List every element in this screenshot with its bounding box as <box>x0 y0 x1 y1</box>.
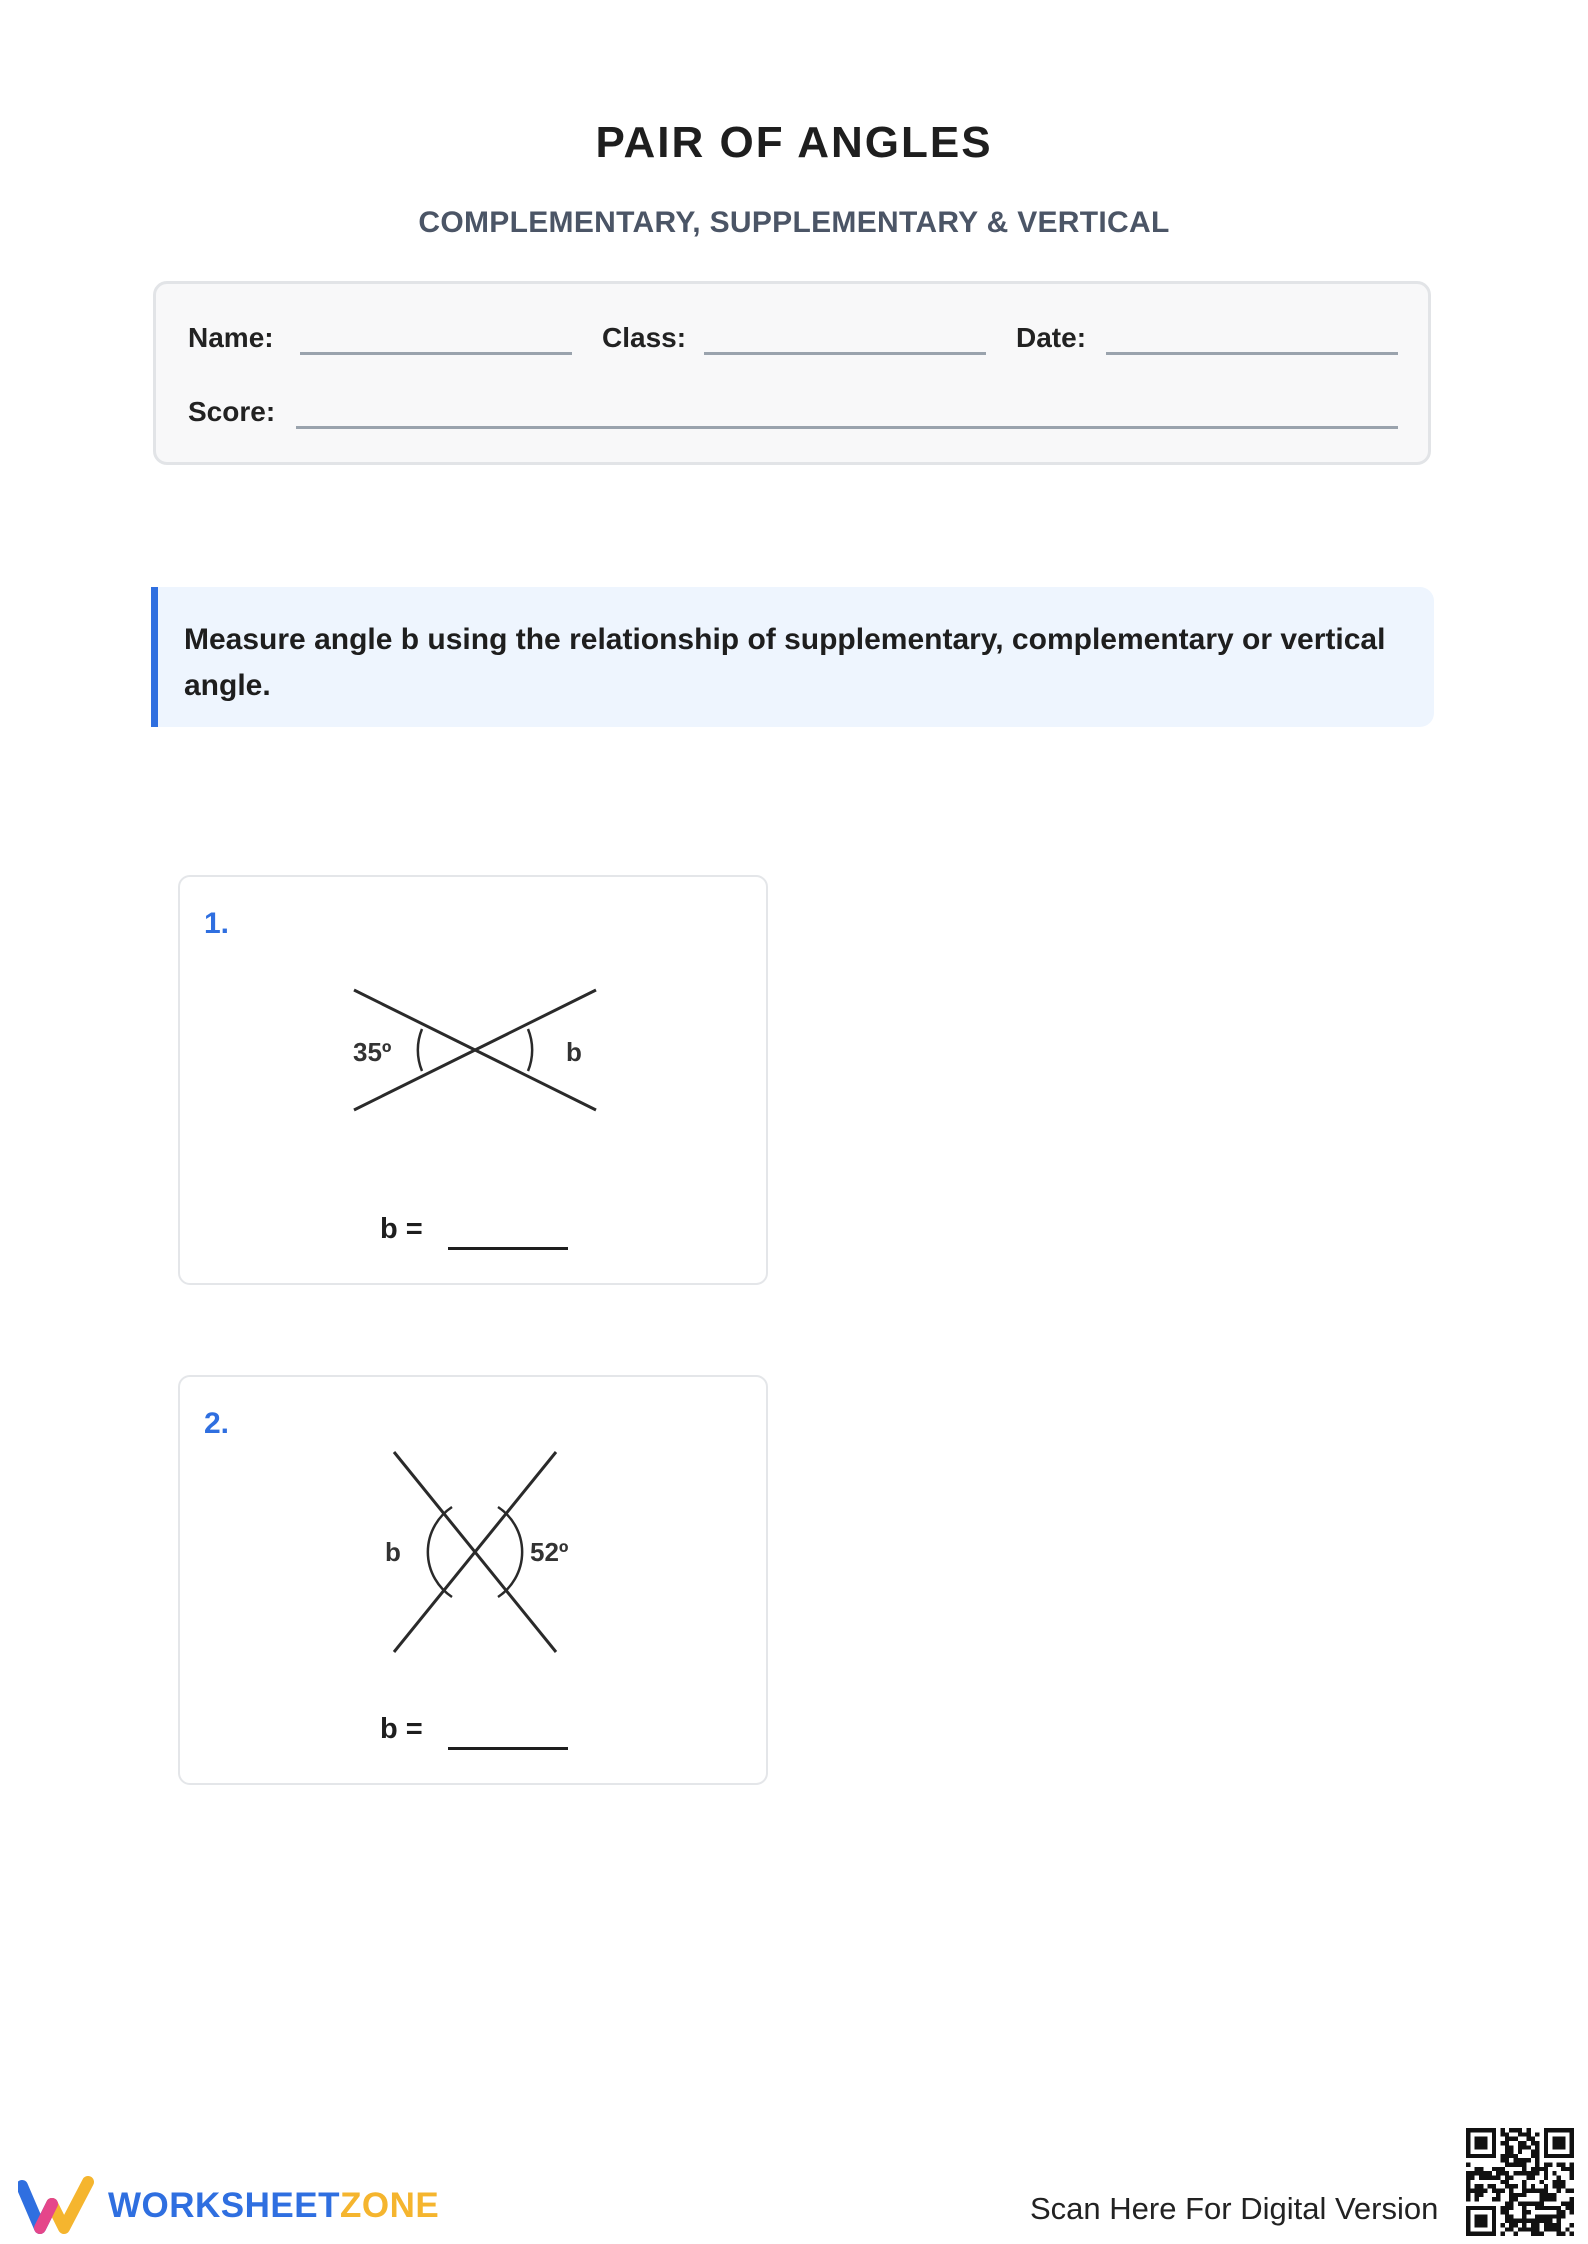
instruction-text: Measure angle b using the relationship of supplementary, complementary or vertical angle. <box>184 623 1386 702</box>
logo-text-worksheet: WORKSHEET <box>108 2186 340 2225</box>
right-angle-arc <box>528 1029 532 1071</box>
score-label: Score: <box>188 396 276 427</box>
given-angle-label: 52º <box>530 1537 569 1567</box>
scan-caption: Scan Here For Digital Version <box>1030 2191 1439 2226</box>
page-title: PAIR OF ANGLES <box>595 118 993 167</box>
date-field[interactable] <box>1106 352 1398 355</box>
angle-diagram-2 <box>180 1377 770 1787</box>
class-label: Class: <box>602 322 687 353</box>
question-card-2 <box>178 1375 768 1785</box>
answer-field[interactable] <box>448 1247 568 1250</box>
worksheetzone-w-logo-icon <box>18 2176 98 2238</box>
score-field[interactable] <box>296 426 1398 429</box>
unknown-angle-label: b <box>566 1037 582 1067</box>
date-label: Date: <box>1016 322 1087 353</box>
name-field[interactable] <box>300 352 572 355</box>
answer-label: b = <box>380 1713 423 1745</box>
given-angle-label: 35º <box>353 1037 392 1067</box>
student-info-box <box>153 281 1431 465</box>
brand-logo-text[interactable] <box>108 2186 439 2226</box>
angle-diagram-1 <box>180 877 770 1287</box>
logo-text-zone: ZONE <box>340 2186 440 2225</box>
question-card-1 <box>178 875 768 1285</box>
left-angle-arc <box>418 1029 422 1071</box>
class-field[interactable] <box>704 352 986 355</box>
page-subtitle: COMPLEMENTARY, SUPPLEMENTARY & VERTICAL <box>418 206 1170 239</box>
name-label: Name: <box>188 322 274 353</box>
instruction-box <box>151 587 1434 727</box>
unknown-angle-label: b <box>385 1537 401 1567</box>
qr-code-icon[interactable] <box>1466 2128 1574 2236</box>
question-number: 1. <box>204 907 230 940</box>
question-number: 2. <box>204 1407 230 1440</box>
answer-label: b = <box>380 1213 423 1245</box>
answer-field[interactable] <box>448 1747 568 1750</box>
